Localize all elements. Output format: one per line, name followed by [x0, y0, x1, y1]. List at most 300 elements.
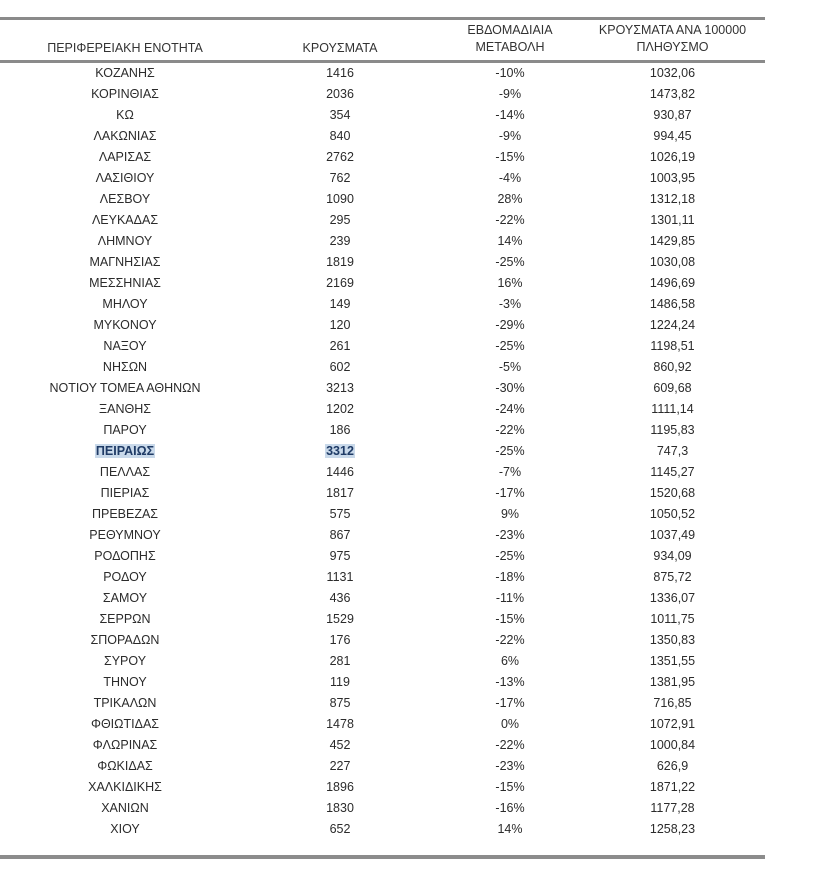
- cell-cases-per-100k: [575, 210, 770, 231]
- cell-cases-per-100k-text: 860,92: [653, 360, 692, 374]
- cell-weekly-change-text: -25%: [495, 444, 525, 458]
- cell-weekly-change: [435, 189, 585, 210]
- table-bottom-border: [0, 855, 765, 859]
- cell-cases: [270, 714, 410, 735]
- cell-region-text: ΡΟΔΟΥ: [103, 570, 147, 584]
- cell-cases-per-100k-text: 1000,84: [649, 738, 696, 752]
- cell-cases: [270, 504, 410, 525]
- table-row: [0, 609, 765, 630]
- cell-cases-per-100k: [575, 567, 770, 588]
- cell-cases-per-100k: [575, 168, 770, 189]
- table-row: [0, 147, 765, 168]
- table-row: [0, 588, 765, 609]
- cell-weekly-change: [435, 399, 585, 420]
- cell-weekly-change: [435, 126, 585, 147]
- cell-region: [0, 777, 250, 798]
- cell-cases-text: 1830: [326, 801, 354, 815]
- cell-cases-per-100k: [575, 294, 770, 315]
- cell-region-text: ΤΡΙΚΑΛΩΝ: [93, 696, 157, 710]
- cell-cases: [270, 672, 410, 693]
- cell-weekly-change: [435, 693, 585, 714]
- cell-weekly-change-text: -30%: [495, 381, 525, 395]
- cell-cases-per-100k-text: 1037,49: [649, 528, 696, 542]
- cell-cases: [270, 336, 410, 357]
- cell-region-text: ΜΕΣΣΗΝΙΑΣ: [89, 276, 161, 290]
- cell-region-text: ΛΕΥΚΑΔΑΣ: [91, 213, 159, 227]
- cell-cases-per-100k-text: 1473,82: [649, 87, 696, 101]
- cell-cases: [270, 756, 410, 777]
- cell-cases-text: 1090: [326, 192, 354, 206]
- cell-region: [0, 378, 250, 399]
- cell-cases-text: 239: [329, 234, 351, 248]
- cell-cases: [270, 609, 410, 630]
- cell-region: [0, 336, 250, 357]
- cell-region: [0, 294, 250, 315]
- cell-weekly-change: [435, 105, 585, 126]
- cell-weekly-change: [435, 567, 585, 588]
- cell-cases-per-100k-text: 930,87: [653, 108, 692, 122]
- cell-weekly-change-text: -3%: [498, 297, 522, 311]
- cell-cases-per-100k: [575, 798, 770, 819]
- cell-cases-per-100k: [575, 651, 770, 672]
- cell-cases-text: 1819: [326, 255, 354, 269]
- cell-cases-text: 1202: [326, 402, 354, 416]
- cell-cases-text: 354: [329, 108, 351, 122]
- cell-region: [0, 609, 250, 630]
- table-row: [0, 357, 765, 378]
- table-row: [0, 693, 765, 714]
- cell-region-text: ΛΑΡΙΣΑΣ: [98, 150, 152, 164]
- cell-region: [0, 714, 250, 735]
- table-row: [0, 420, 765, 441]
- table-row: [0, 315, 765, 336]
- cell-region: [0, 273, 250, 294]
- table-row: [0, 336, 765, 357]
- cell-cases: [270, 63, 410, 84]
- table-row: [0, 105, 765, 126]
- cell-cases-per-100k: [575, 483, 770, 504]
- cell-cases: [270, 483, 410, 504]
- cell-cases: [270, 462, 410, 483]
- cell-cases-per-100k-text: 1336,07: [649, 591, 696, 605]
- cell-cases-text: 436: [329, 591, 351, 605]
- cell-cases-per-100k-text: 1301,11: [650, 213, 695, 227]
- table-row: [0, 651, 765, 672]
- cell-cases-per-100k-text: 1030,08: [649, 255, 696, 269]
- cell-weekly-change-text: -25%: [495, 255, 525, 269]
- cell-cases-per-100k: [575, 399, 770, 420]
- cell-region: [0, 546, 250, 567]
- cell-region: [0, 231, 250, 252]
- cell-cases-per-100k: [575, 756, 770, 777]
- cell-cases: [270, 315, 410, 336]
- cell-weekly-change-text: -23%: [495, 759, 525, 773]
- cell-cases: [270, 546, 410, 567]
- cell-region-text: ΝΟΤΙΟΥ ΤΟΜΕΑ ΑΘΗΝΩΝ: [49, 381, 201, 395]
- cell-region: [0, 357, 250, 378]
- cell-cases-per-100k-text: 747,3: [656, 444, 689, 458]
- cell-region-text: ΤΗΝΟΥ: [103, 675, 147, 689]
- cell-weekly-change-text: 0%: [500, 717, 520, 731]
- table-row: [0, 252, 765, 273]
- table-row: [0, 63, 765, 84]
- table-row: [0, 126, 765, 147]
- table-row: [0, 399, 765, 420]
- cell-cases-per-100k: [575, 357, 770, 378]
- cell-cases-text: 652: [329, 822, 351, 836]
- cell-cases: [270, 525, 410, 546]
- cell-weekly-change: [435, 525, 585, 546]
- cell-cases-per-100k-text: 934,09: [653, 549, 692, 563]
- cell-cases-text: 261: [329, 339, 351, 353]
- cell-cases-per-100k-text: 1224,24: [649, 318, 696, 332]
- cell-cases-per-100k: [575, 63, 770, 84]
- cell-cases: [270, 231, 410, 252]
- cell-cases: [270, 588, 410, 609]
- cell-cases-text: 867: [329, 528, 351, 542]
- cell-cases: [270, 651, 410, 672]
- cell-region-text: ΛΗΜΝΟΥ: [97, 234, 153, 248]
- cell-cases-text: 1529: [326, 612, 354, 626]
- cell-weekly-change-text: 14%: [497, 234, 523, 248]
- cell-cases: [270, 567, 410, 588]
- header-cases: ΚΡΟΥΣΜΑΤΑ: [302, 41, 378, 55]
- cell-cases-text: 227: [329, 759, 351, 773]
- cell-weekly-change-text: 16%: [497, 276, 523, 290]
- table-row: [0, 630, 765, 651]
- cell-cases-per-100k: [575, 420, 770, 441]
- cell-region: [0, 210, 250, 231]
- cell-region-text: ΠΕΛΛΑΣ: [99, 465, 151, 479]
- cell-weekly-change-text: -15%: [495, 150, 525, 164]
- cell-cases-per-100k: [575, 462, 770, 483]
- cell-cases-per-100k-text: 1198,51: [650, 339, 695, 353]
- header-per100k-line2: ΠΛΗΘΥΣΜΟ: [636, 40, 709, 54]
- cell-cases-per-100k-text: 1520,68: [649, 486, 696, 500]
- cell-region: [0, 420, 250, 441]
- cell-cases-text: 3312: [326, 444, 354, 458]
- cell-region-text: ΞΑΝΘΗΣ: [99, 402, 151, 416]
- cell-cases-text: 1416: [326, 66, 354, 80]
- cell-cases-per-100k-text: 1145,27: [650, 465, 695, 479]
- cell-cases-per-100k: [575, 609, 770, 630]
- cell-cases-text: 602: [329, 360, 351, 374]
- cell-cases: [270, 357, 410, 378]
- cell-cases-text: 1446: [326, 465, 354, 479]
- cell-cases-per-100k-text: 1258,23: [649, 822, 696, 836]
- cell-weekly-change-text: -13%: [495, 675, 525, 689]
- cell-cases-per-100k: [575, 441, 770, 462]
- cell-weekly-change-text: -7%: [498, 465, 522, 479]
- cell-region: [0, 672, 250, 693]
- cell-cases-per-100k-text: 1381,95: [649, 675, 696, 689]
- cell-region-text: ΠΙΕΡΙΑΣ: [100, 486, 150, 500]
- cell-cases-per-100k: [575, 630, 770, 651]
- cell-cases-per-100k-text: 1312,18: [649, 192, 696, 206]
- cell-region: [0, 147, 250, 168]
- cell-cases-text: 281: [329, 654, 351, 668]
- table-row: [0, 714, 765, 735]
- cell-region-text: ΣΕΡΡΩΝ: [99, 612, 151, 626]
- cell-cases-per-100k: [575, 189, 770, 210]
- cell-weekly-change: [435, 168, 585, 189]
- cell-cases-per-100k-text: 1011,75: [650, 612, 695, 626]
- cell-cases-per-100k: [575, 525, 770, 546]
- cell-cases-per-100k: [575, 378, 770, 399]
- table-row: [0, 483, 765, 504]
- cell-region-text: ΧΙΟΥ: [110, 822, 140, 836]
- cell-cases-per-100k: [575, 231, 770, 252]
- cell-region-text: ΦΩΚΙΔΑΣ: [97, 759, 153, 773]
- cell-weekly-change: [435, 231, 585, 252]
- cell-cases-per-100k-text: 609,68: [653, 381, 692, 395]
- cell-region: [0, 588, 250, 609]
- cell-cases-per-100k-text: 1871,22: [649, 780, 696, 794]
- cell-weekly-change: [435, 378, 585, 399]
- cell-weekly-change: [435, 777, 585, 798]
- cell-cases-text: 762: [329, 171, 351, 185]
- cell-region-text: ΝΗΣΩΝ: [102, 360, 148, 374]
- cell-weekly-change-text: -5%: [498, 360, 522, 374]
- cell-weekly-change-text: -14%: [495, 108, 525, 122]
- cell-cases-text: 295: [329, 213, 351, 227]
- cell-region: [0, 168, 250, 189]
- cell-cases-per-100k-text: 626,9: [656, 759, 689, 773]
- cell-cases: [270, 819, 410, 840]
- header-region: ΠΕΡΙΦΕΡΕΙΑΚΗ ΕΝΟΤΗΤΑ: [47, 41, 203, 55]
- cell-weekly-change-text: -9%: [498, 87, 522, 101]
- cell-weekly-change: [435, 588, 585, 609]
- cell-region-text: ΣΥΡΟΥ: [103, 654, 147, 668]
- cell-region: [0, 189, 250, 210]
- cell-cases: [270, 210, 410, 231]
- cell-weekly-change-text: 14%: [497, 822, 523, 836]
- cell-region-text: ΡΟΔΟΠΗΣ: [94, 549, 156, 563]
- cell-weekly-change: [435, 462, 585, 483]
- cell-cases: [270, 378, 410, 399]
- cell-region-text: ΚΩ: [116, 108, 134, 122]
- cell-cases-text: 975: [329, 549, 351, 563]
- cell-weekly-change: [435, 357, 585, 378]
- cell-weekly-change-text: -22%: [495, 633, 525, 647]
- cell-region: [0, 462, 250, 483]
- cell-weekly-change-text: -10%: [495, 66, 525, 80]
- cell-cases-text: 2036: [326, 87, 354, 101]
- cell-cases-per-100k: [575, 819, 770, 840]
- cell-region: [0, 819, 250, 840]
- cell-region: [0, 252, 250, 273]
- cell-cases-per-100k-text: 1177,28: [650, 801, 695, 815]
- cell-weekly-change: [435, 147, 585, 168]
- cell-weekly-change: [435, 63, 585, 84]
- cell-cases-text: 452: [329, 738, 351, 752]
- cell-cases-per-100k-text: 994,45: [653, 129, 692, 143]
- cell-cases-text: 176: [329, 633, 351, 647]
- cell-cases-text: 1896: [326, 780, 354, 794]
- cell-cases-per-100k: [575, 315, 770, 336]
- cell-cases-per-100k: [575, 336, 770, 357]
- cell-weekly-change-text: -4%: [498, 171, 522, 185]
- cell-weekly-change: [435, 651, 585, 672]
- table-row: [0, 819, 765, 840]
- cell-region-text: ΣΠΟΡΑΔΩΝ: [90, 633, 160, 647]
- cell-cases-per-100k: [575, 588, 770, 609]
- table-row: [0, 378, 765, 399]
- header-weekly-change: [435, 22, 585, 56]
- cell-weekly-change: [435, 336, 585, 357]
- cell-cases-text: 875: [329, 696, 351, 710]
- cell-weekly-change-text: -17%: [495, 696, 525, 710]
- cell-region: [0, 504, 250, 525]
- cell-weekly-change: [435, 546, 585, 567]
- cell-region-text: ΛΑΣΙΘΙΟΥ: [95, 171, 155, 185]
- cell-region: [0, 525, 250, 546]
- cell-region: [0, 441, 250, 462]
- cell-weekly-change: [435, 756, 585, 777]
- cell-weekly-change: [435, 315, 585, 336]
- cell-weekly-change-text: -25%: [495, 339, 525, 353]
- cell-cases: [270, 798, 410, 819]
- cell-weekly-change-text: -15%: [495, 612, 525, 626]
- cell-weekly-change: [435, 735, 585, 756]
- cell-cases-text: 1131: [326, 570, 354, 584]
- cell-region: [0, 126, 250, 147]
- cell-cases-per-100k-text: 1496,69: [649, 276, 696, 290]
- cell-cases-per-100k-text: 1111,14: [651, 402, 694, 416]
- cell-weekly-change: [435, 483, 585, 504]
- cell-cases: [270, 420, 410, 441]
- cell-weekly-change: [435, 441, 585, 462]
- cell-weekly-change-text: -24%: [495, 402, 525, 416]
- cell-cases-text: 575: [329, 507, 351, 521]
- cell-region: [0, 630, 250, 651]
- cell-cases-text: 840: [329, 129, 351, 143]
- table-row: [0, 504, 765, 525]
- cell-cases-text: 2169: [326, 276, 354, 290]
- cell-cases-per-100k-text: 1050,52: [649, 507, 696, 521]
- cell-region-text: ΜΥΚΟΝΟΥ: [93, 318, 157, 332]
- table-top-border: [0, 17, 765, 20]
- cell-weekly-change: [435, 84, 585, 105]
- cell-cases: [270, 294, 410, 315]
- cell-weekly-change: [435, 672, 585, 693]
- cell-cases-per-100k: [575, 546, 770, 567]
- cell-cases-per-100k: [575, 693, 770, 714]
- cell-cases-per-100k-text: 1195,83: [650, 423, 695, 437]
- cell-region-text: ΜΑΓΝΗΣΙΑΣ: [89, 255, 161, 269]
- table-row: [0, 798, 765, 819]
- cell-region: [0, 651, 250, 672]
- cell-cases: [270, 252, 410, 273]
- cell-cases: [270, 399, 410, 420]
- cell-weekly-change: [435, 819, 585, 840]
- table-row: [0, 168, 765, 189]
- table-row: [0, 84, 765, 105]
- cell-weekly-change: [435, 294, 585, 315]
- header-cases-per-100k: [575, 22, 770, 56]
- cell-region: [0, 567, 250, 588]
- table-row: [0, 756, 765, 777]
- cell-cases-per-100k-text: 1486,58: [649, 297, 696, 311]
- cell-cases: [270, 84, 410, 105]
- cell-weekly-change-text: 28%: [497, 192, 523, 206]
- cell-weekly-change-text: -29%: [495, 318, 525, 332]
- cell-cases-per-100k: [575, 84, 770, 105]
- cell-cases: [270, 273, 410, 294]
- table-row: [0, 462, 765, 483]
- cell-cases-text: 186: [329, 423, 351, 437]
- cell-weekly-change: [435, 210, 585, 231]
- cell-region: [0, 105, 250, 126]
- table-row: [0, 672, 765, 693]
- cell-cases-per-100k-text: 1429,85: [649, 234, 696, 248]
- cell-cases: [270, 189, 410, 210]
- cell-region: [0, 399, 250, 420]
- table-row: [0, 210, 765, 231]
- cell-region-text: ΧΑΝΙΩΝ: [101, 801, 149, 815]
- header-per100k-line1: ΚΡΟΥΣΜΑΤΑ ΑΝΑ 100000: [598, 23, 747, 37]
- cell-weekly-change: [435, 609, 585, 630]
- cell-cases: [270, 126, 410, 147]
- cell-cases-per-100k: [575, 105, 770, 126]
- cell-cases-per-100k-text: 1032,06: [649, 66, 696, 80]
- cell-cases: [270, 777, 410, 798]
- cell-weekly-change-text: -22%: [495, 213, 525, 227]
- cell-region-text: ΠΑΡΟΥ: [103, 423, 147, 437]
- cell-cases-per-100k: [575, 504, 770, 525]
- cell-weekly-change-text: -25%: [495, 549, 525, 563]
- cell-cases-per-100k-text: 1350,83: [649, 633, 696, 647]
- cell-region-text: ΦΛΩΡΙΝΑΣ: [92, 738, 158, 752]
- cell-weekly-change-text: 6%: [500, 654, 520, 668]
- cell-region: [0, 63, 250, 84]
- cell-region-text: ΣΑΜΟΥ: [102, 591, 148, 605]
- cell-region: [0, 693, 250, 714]
- cell-weekly-change-text: -22%: [495, 423, 525, 437]
- table-row: [0, 273, 765, 294]
- cell-cases-per-100k-text: 1026,19: [649, 150, 696, 164]
- cell-cases-per-100k-text: 716,85: [653, 696, 692, 710]
- table-row: [0, 567, 765, 588]
- cell-cases-text: 149: [329, 297, 351, 311]
- cell-region-text: ΡΕΘΥΜΝΟΥ: [89, 528, 161, 542]
- table-row: [0, 546, 765, 567]
- cell-region: [0, 315, 250, 336]
- cell-region-text: ΚΟΡΙΝΘΙΑΣ: [91, 87, 159, 101]
- cell-cases: [270, 441, 410, 462]
- cell-region: [0, 483, 250, 504]
- cell-region: [0, 756, 250, 777]
- cell-weekly-change-text: -23%: [495, 528, 525, 542]
- cell-weekly-change-text: 9%: [500, 507, 520, 521]
- cell-region-text: ΜΗΛΟΥ: [102, 297, 148, 311]
- cell-cases-per-100k: [575, 273, 770, 294]
- cell-cases-per-100k: [575, 147, 770, 168]
- cell-weekly-change-text: -17%: [495, 486, 525, 500]
- cell-weekly-change-text: -11%: [495, 591, 525, 605]
- cell-cases: [270, 168, 410, 189]
- cell-cases-per-100k-text: 1072,91: [649, 717, 696, 731]
- table-body: [0, 63, 765, 840]
- cell-cases-per-100k: [575, 735, 770, 756]
- cell-region-text: ΠΕΙΡΑΙΩΣ: [95, 444, 155, 458]
- cell-region-text: ΠΡΕΒΕΖΑΣ: [91, 507, 159, 521]
- cell-region: [0, 735, 250, 756]
- cell-cases-per-100k-text: 1351,55: [649, 654, 696, 668]
- cell-weekly-change: [435, 630, 585, 651]
- cell-cases-text: 119: [330, 675, 350, 689]
- cell-region: [0, 798, 250, 819]
